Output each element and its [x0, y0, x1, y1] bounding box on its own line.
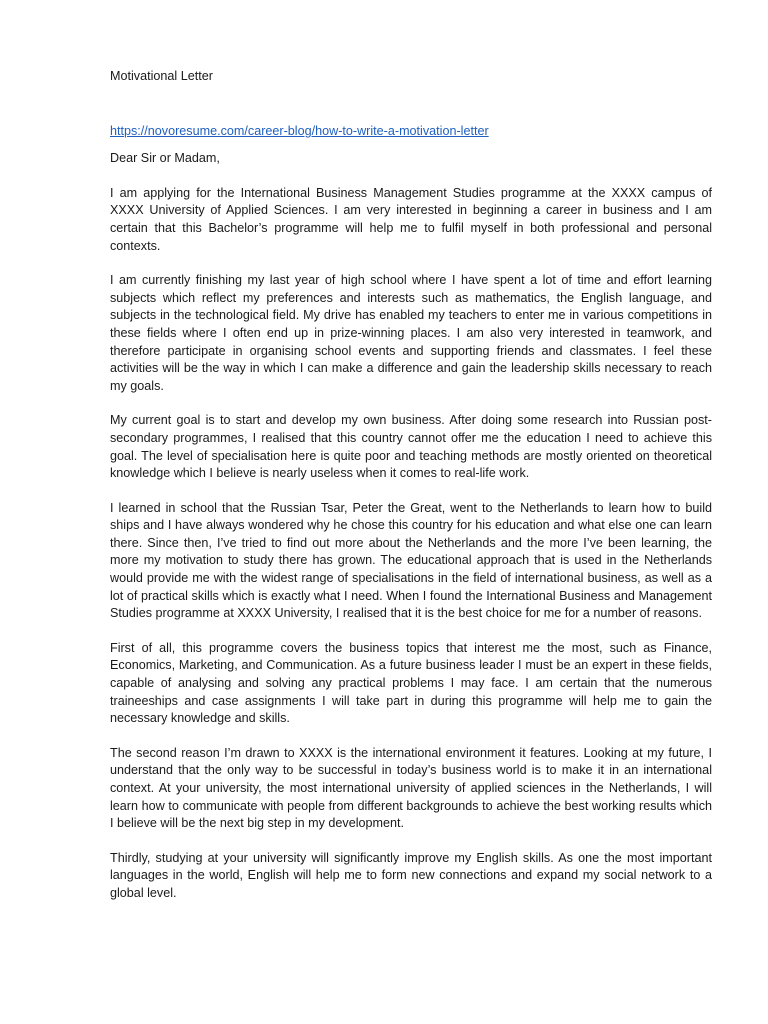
- paragraph-1: I am applying for the International Business Management Studies programme at the XXXX campus of XXXX University of Applied Sciences. I am very interested in beginning a career in business and I am certain that this Bachelor’s programme will help me to fulfil myself in both professional and personal contexts.: [110, 185, 712, 253]
- paragraph-5: First of all, this programme covers the business topics that interest me the most, such as Finance, Economics, Marketing, and Communication. As a future business leader I must be an expert in these fields, capable of analysing and solving any practical problems I may face. I am certain that the numerous traineeships and case assignments I will take part in during this programme will help me to gain the necessary knowledge and skills.: [110, 640, 712, 726]
- paragraph-3: My current goal is to start and develop my own business. After doing some research into Russian post-secondary programmes, I realised that this country cannot offer me the education I need to achieve this goal. The level of specialisation here is quite poor and teaching methods are mostly oriented on theoretical knowledge which I believe is nearly useless when it comes to real-life work.: [110, 413, 712, 481]
- reference-link[interactable]: https://novoresume.com/career-blog/how-to-write-a-motivation-letter: [110, 123, 489, 138]
- paragraph-7: Thirdly, studying at your university will significantly improve my English skills. As one the most important languages in the world, English will help me to form new connections and expand my social network to a global level.: [110, 850, 712, 900]
- paragraph-2: I am currently finishing my last year of high school where I have spent a lot of time and effort learning subjects which reflect my preferences and interests such as mathematics, the English language, and subjects in the technological field. My drive has enabled my teachers to enter me in various competitions in these fields where I often end up in prize-winning places. I am also very interested in teamwork, and therefore participate in organising school events and supporting friends and classmates. I feel these activities will be the way in which I can make a difference and gain the leadership skills necessary to reach my goals.: [110, 273, 712, 393]
- paragraph-6: The second reason I’m drawn to XXXX is the international environment it features. Looking at my future, I understand that the only way to be successful in today’s business world is to make it in an international context. At your university, the most international university of applied sciences in the Netherlands, I will learn how to communicate with people from different backgrounds to achieve the best working results which I believe will be the next big step in my development.: [110, 745, 712, 831]
- document-title: Motivational Letter: [110, 69, 213, 83]
- salutation: Dear Sir or Madam,: [110, 151, 220, 166]
- paragraph-4: I learned in school that the Russian Tsar, Peter the Great, went to the Netherlands to learn how to build ships and I have always wondered why he chose this country for his education and what else one can learn there. Since then, I’ve tried to find out more about the Netherlands and the more I’ve been learning, the more my motivation to study there has grown. The educational approach that is used in the Netherlands would provide me with the widest range of specialisations in the field of international business, as well as a lot of practical skills which is exactly what I need. When I found the International Business and Management Studies programme at XXXX University, I realised that it is the best choice for me for a number of reasons.: [110, 500, 712, 621]
- letter-body: [110, 68, 712, 903]
